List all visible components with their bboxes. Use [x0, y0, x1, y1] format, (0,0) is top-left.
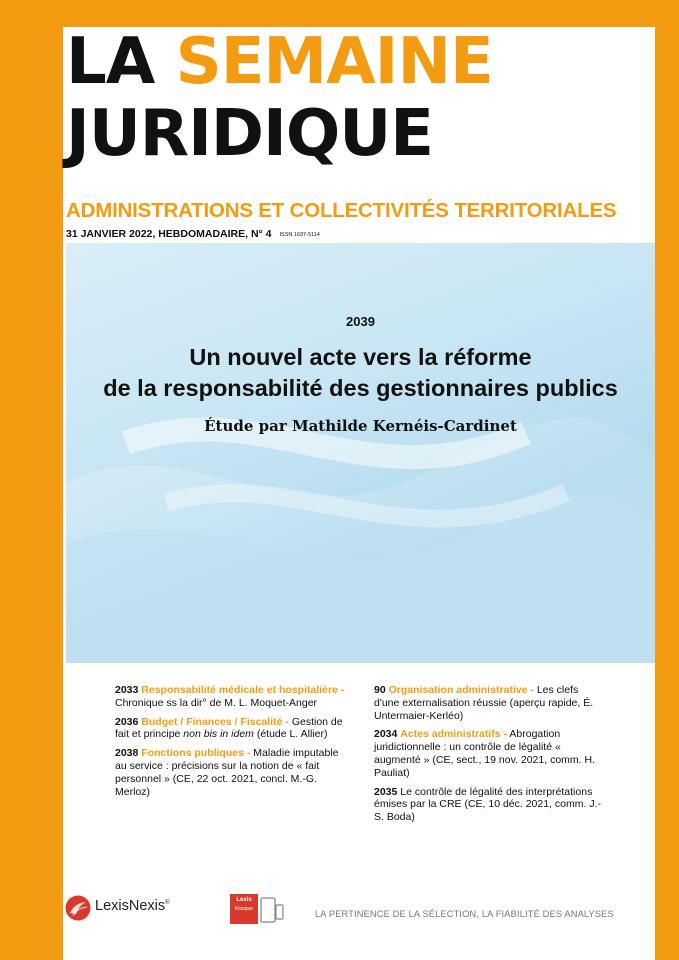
toc-entry-number: 2038: [115, 747, 139, 760]
masthead-line-1: [66, 25, 493, 102]
issue-line: [66, 228, 320, 240]
masthead-juridique: JURIDIQUE: [66, 97, 433, 171]
cover-story-panel: [66, 243, 655, 663]
toc-entry-text: Chronique ss la dir° de M. L. Moquet-Anger: [115, 696, 318, 709]
cover-story-title-line-2: de la responsabilité des gestionnaires publics: [103, 374, 618, 401]
lexisnexis-logo-icon[interactable]: [65, 895, 91, 921]
toc-entry-text-italic: non bis in idem: [183, 728, 254, 741]
issn: ISSN 1637-5114: [279, 232, 320, 238]
toc-entry-number: 90: [374, 684, 386, 696]
toc-entry[interactable]: [374, 786, 604, 824]
toc-entry-category: Actes administratifs -: [400, 728, 508, 741]
toc-entry[interactable]: [374, 728, 604, 779]
masthead-semaine: SEMAINE: [175, 25, 493, 99]
toc-entry[interactable]: [115, 684, 345, 710]
toc-entry[interactable]: [374, 684, 604, 722]
toc-left-column: [115, 684, 345, 804]
toc-entry-number: 2036: [115, 715, 139, 728]
toc-entry-category: Budget / Finances / Fiscalité -: [141, 715, 289, 728]
tagline: LA PERTINENCE DE LA SÉLECTION, LA FIABILITÉ DES ANALYSES: [315, 909, 614, 919]
toc-entry-text: Les clefs d'une externalisation réussie (aperçu rapide, É. Untermaier-Kerléo): [374, 684, 594, 722]
registered-mark: ®: [165, 900, 170, 907]
cover-story-title: [66, 342, 655, 403]
publisher-name[interactable]: [95, 898, 170, 914]
toc-entry-text: Gestion de fait et principe: [115, 715, 343, 741]
lexis-kiosque-badge[interactable]: [230, 894, 258, 924]
masthead-la: LA: [66, 25, 176, 99]
abstract-wave-background: [66, 243, 655, 663]
cover-story-number: 2039: [346, 314, 375, 329]
toc-entry[interactable]: [115, 716, 345, 742]
toc-entry-text: Maladie imputable au service : précisions sur la notion de « fait personnel » (CE, 22 oct. 2021, concl. M.-G. Merloz): [115, 747, 339, 798]
toc-right-column: [374, 684, 604, 830]
edition-title: ADMINISTRATIONS ET COLLECTIVITÉS TERRITORIALES: [66, 199, 617, 222]
toc-entry-number: 2034: [374, 728, 398, 741]
toc-entry-text-after: (étude L. Allier): [256, 728, 328, 741]
toc-entry-category: Fonctions publiques -: [141, 747, 251, 760]
issue-date: 31 JANVIER 2022, HEBDOMADAIRE, N° 4: [66, 228, 272, 240]
footer: [63, 892, 655, 932]
toc-entry-category: Responsabilité médicale et hospitalière -: [141, 684, 345, 696]
cover-story-author: Étude par Mathilde Kernéis-Cardinet: [204, 417, 517, 435]
toc-entry-text: Abrogation juridictionnelle : un contrôle de légalité « augmenté » (CE, sect., 19 nov. 2021, comm. H. Pauliat): [374, 728, 595, 779]
toc-entry-number: 2035: [374, 785, 398, 798]
masthead: [66, 25, 493, 174]
cover-story-title-line-1: Un nouvel acte vers la réforme: [189, 344, 532, 370]
kiosk-sublabel: Kiosque: [234, 906, 254, 912]
toc-entry[interactable]: [115, 747, 345, 798]
devices-icon: [260, 897, 284, 925]
toc-entry-text: Le contrôle de légalité des interprétations émises par la CRE (CE, 10 déc. 2021, comm. J.-S. Boda): [374, 785, 601, 824]
publisher-label: LexisNexis: [95, 898, 166, 914]
toc-entry-number: 2033: [115, 684, 139, 696]
kiosk-label: Lexis: [236, 897, 252, 903]
toc-entry-category: Organisation administrative -: [388, 684, 534, 696]
